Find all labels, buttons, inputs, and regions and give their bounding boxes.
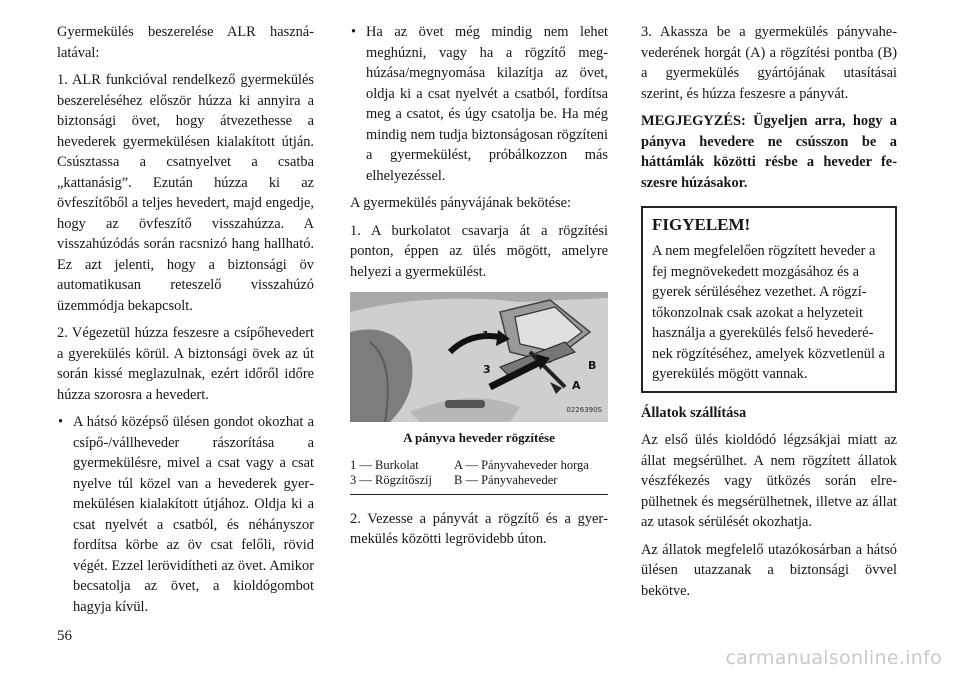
legend-item: 3 — Rögzítőszíj [350, 472, 432, 487]
animals-paragraph-2: Az állatok megfelelő utazókosárban a hátsó ülésen utazzanak a biztonsági övvel bekötve. [641, 541, 897, 599]
tether-step-2: 2. Vezesse a pányvát a rögzítő és a gyermekülés közötti legrövidebb úton. [350, 510, 608, 547]
callout-3: 3 [483, 363, 491, 376]
legend-row [350, 458, 608, 473]
bullet-item-center-seat [57, 412, 314, 617]
animals-heading: Állatok szállítása [641, 404, 747, 421]
bullet-text: Ha az övet még mindig nem lehet meghúzni, vagy ha a rögzítő meghúzása/megnyomása kilazítja az övet, oldja ki a csat nyelvét a csatból, fordítsa meg a csatot, és úgy csatolja be. Ha még mindig nem tudja biztonságosan rögzíteni a gyermekülést, próbálkozzon más elhelyezéssel. [366, 24, 608, 184]
legend-item: 1 — Burkolat [350, 457, 419, 472]
alr-step-1: 1. ALR funkcióval rendelkező gyermekülés beszereléséhez először húzza ki annyira a biztonsági övet, hogy átvezethesse a hevederek gyermekülésen kialakított útján. Csúsztassa a csatnyelvet a csatba „kattanásig”. Ezután húzza ki az övfeszítőből a teljes hevedert, majd engedje, hogy az övfeszítő visszahúzza. A visszahúzódás során racsnizó hang hallható. Ez azt jelenti, hogy a biztonsági öv automatikusan reteszelő visszahúzó üzemmódja bekapcsolt. [57, 72, 314, 314]
alr-intro: Gyermekülés beszerelése ALR használatával: [57, 24, 314, 61]
watermark: carmanualsonline.info [725, 647, 942, 669]
column-right [641, 22, 897, 608]
tether-step-1: 1. A burkolatot csavarja át a rögzítési ponton, éppen az ülés mögött, amelyre helyezi a gyermekülést. [350, 222, 608, 280]
bullet-icon: • [351, 24, 357, 40]
warning-title: FIGYELEM! [652, 215, 751, 234]
bullet-icon: • [58, 414, 64, 430]
animals-paragraph-1: Az első ülés kioldódó légzsákjai miatt az állat megsérülhet. A nem rögzített állatok vészfékezés vagy ütközés során elrepülhetnek és megsérülhetnek, illetve az állat az utasok sérülését okozhatja. [641, 432, 897, 530]
column-left [57, 22, 314, 624]
tether-anchor-figure [350, 292, 608, 422]
tether-heading: A gyermekülés pányvájának bekötése: [350, 195, 571, 211]
callout-a: A [572, 379, 581, 392]
column-middle [350, 22, 608, 557]
callout-1: 1 [482, 329, 490, 342]
legend-divider [350, 494, 608, 495]
figure-caption: A pányva heveder rögzítése [403, 430, 555, 445]
note-paragraph: MEGJEGYZÉS: Ügyeljen arra, hogy a pányva hevedere ne csússzon be a háttámlák közötti résbe a heveder feszesre húzásakor. [641, 113, 897, 191]
legend-item: A — Pányvaheveder horga [454, 457, 589, 472]
warning-box [641, 206, 897, 393]
bullet-item-buckle-flip [350, 22, 608, 186]
figure-code: 0226390S [566, 405, 602, 414]
page-number: 56 [57, 628, 72, 644]
alr-step-2: 2. Végezetül húzza feszesre a csípőhevedert a gyerekülés körül. A biztonsági övek az út során kissé meglazulnak, ezért időről időre húzza szorosra a hevedert. [57, 325, 314, 403]
legend-row [350, 473, 608, 488]
warning-text: A nem megfelelően rögzített heveder a fej megnövekedett mozgásához és a gyerek sérüléséhez vezethet. A rögzítőkonzolnak csak azokat a helyzeteit használja a gyerekülés felső hevederének rögzítéséhez, amelyek közvetlenül a gyerekülés mögött vannak. [652, 243, 885, 382]
bullet-text: A hátsó középső ülésen gondot okozhat a csípő-/vállheveder rászorítása a gyermekülésre, mivel a csat vagy a csat nyelve túl közel van a hevederek gyermekülésen kialakított útjához. Oldja ki a csat nyelvét a csatból, és néhányszor fordítsa körbe az öv csat felőli, rövid végét. Ezzel lerövidítheti az övet. Amikor becsatolja az övet, a kioldógombot hagyja kívül. [73, 414, 314, 615]
callout-b: B [588, 359, 597, 372]
legend-item: B — Pányvaheveder [454, 472, 558, 487]
tether-step-3: 3. Akassza be a gyermekülés pányvahevederének horgát (A) a rögzítési pontba (B) a gyermekülés gyártójának utasításai szerint, és húzza feszesre a pányvát. [641, 24, 897, 102]
